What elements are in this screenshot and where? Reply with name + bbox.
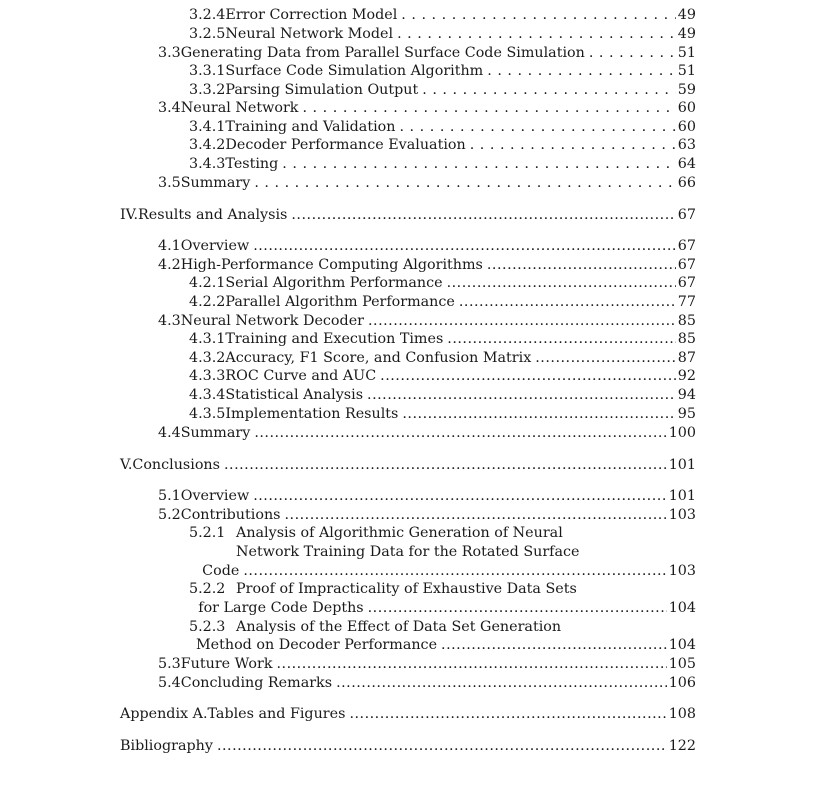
toc-entry[interactable] (189, 155, 696, 173)
toc-entry-page-number: 101 (668, 457, 696, 473)
toc-entry-number: 3.3.1 (189, 63, 226, 79)
dot-leader (422, 81, 676, 99)
toc-entry[interactable] (158, 655, 696, 673)
toc-entry-title: Code (202, 563, 240, 579)
toc-entry-number: 3.2.5 (189, 26, 226, 42)
toc-entry-page-number: 100 (668, 425, 696, 441)
toc-entry-title: Serial Algorithm Performance (225, 275, 443, 291)
toc-entry-title: Conclusions (132, 457, 220, 473)
toc-entry[interactable] (189, 25, 696, 43)
dot-leader (399, 118, 675, 136)
toc-entry-page-number: 59 (677, 82, 696, 98)
toc-entry-page-number: 85 (677, 313, 696, 329)
toc-entry-number: 5.2 (158, 507, 181, 523)
toc-entry-number: 3.4.3 (189, 156, 226, 172)
toc-entry-number: 3.3.2 (189, 82, 226, 98)
toc-entry-title: Training and Execution Times (225, 331, 444, 347)
toc-entry-title: Implementation Results (225, 406, 399, 422)
dot-leader (243, 562, 666, 580)
toc-entry[interactable] (189, 349, 696, 367)
toc-entry[interactable] (158, 99, 696, 117)
toc-entry-title: Neural Network Decoder (180, 313, 364, 329)
dot-leader (254, 174, 675, 192)
dot-leader (302, 99, 675, 117)
toc-entry-line[interactable] (189, 618, 696, 636)
dot-leader (349, 705, 666, 723)
toc-entry-number: 3.4.1 (189, 119, 226, 135)
toc-entry-number: 5.2.2 (189, 581, 226, 597)
toc-entry[interactable] (158, 487, 696, 505)
dot-leader (589, 44, 676, 62)
toc-entry[interactable] (158, 312, 696, 330)
toc-entry-number: IV. (120, 207, 139, 223)
toc-entry-title: ROC Curve and AUC (225, 368, 377, 384)
toc-entry-page-number: 104 (668, 600, 696, 616)
toc-entry-page-number: 60 (677, 100, 696, 116)
toc-entry-page-number: 108 (668, 706, 696, 722)
toc-entry-title: Neural Network Model (225, 26, 394, 42)
dot-leader (459, 293, 676, 311)
toc-entry[interactable] (189, 562, 696, 580)
toc-entry-title: Analysis of Algorithmic Generation of Neural (236, 525, 563, 541)
dot-leader (368, 599, 667, 617)
dot-leader (254, 424, 666, 442)
dot-leader (336, 674, 667, 692)
toc-entry-number: 3.4.2 (189, 137, 226, 153)
toc-entry-number: 5.4 (158, 675, 181, 691)
toc-entry-title: Accuracy, F1 Score, and Confusion Matrix (225, 350, 532, 366)
toc-entry-title: Bibliography (120, 738, 213, 754)
toc-entry-page-number: 49 (677, 7, 696, 23)
toc-entry[interactable] (189, 386, 696, 404)
toc-entry-page-number: 67 (677, 275, 696, 291)
dot-leader (367, 386, 676, 404)
toc-entry-title: Future Work (180, 656, 273, 672)
toc-entry-page-number: 51 (677, 45, 696, 61)
toc-entry-number: 4.4 (158, 425, 181, 441)
toc-entry-title: Proof of Impracticality of Exhaustive Data Sets (236, 581, 577, 597)
toc-entry-title: Tables and Figures (207, 706, 346, 722)
toc-entry[interactable] (158, 256, 696, 274)
toc-entry-number: 4.2.2 (189, 294, 226, 310)
toc-entry-page-number: 103 (668, 563, 696, 579)
toc-entry-number: Appendix A. (120, 706, 208, 722)
toc-entry[interactable] (189, 6, 696, 24)
toc-entry-title: Parallel Algorithm Performance (225, 294, 455, 310)
toc-entry-line[interactable] (189, 543, 696, 561)
toc-entry[interactable] (158, 237, 696, 255)
toc-entry-page-number: 92 (677, 368, 696, 384)
dot-leader (291, 206, 675, 224)
toc-entry-page-number: 87 (677, 350, 696, 366)
toc-entry-number: 5.2.3 (189, 619, 226, 635)
toc-entry-number: 4.3.1 (189, 331, 226, 347)
toc-entry-page-number: 60 (677, 119, 696, 135)
toc-entry-title: Statistical Analysis (225, 387, 364, 403)
toc-entry-number: 3.4 (158, 100, 181, 116)
toc-entry-page-number: 101 (668, 488, 696, 504)
toc-entry-page-number: 77 (677, 294, 696, 310)
toc-entry-page-number: 95 (677, 406, 696, 422)
toc-entry[interactable] (189, 118, 696, 136)
toc-entry[interactable] (120, 705, 696, 723)
toc-entry-title: Results and Analysis (138, 207, 288, 223)
dot-leader (441, 636, 667, 654)
toc-entry-number: V. (120, 457, 133, 473)
toc-entry-title: High-Performance Computing Algorithms (180, 257, 483, 273)
dot-leader (487, 256, 676, 274)
toc-entry[interactable] (158, 506, 696, 524)
toc-entry-title: Overview (180, 238, 250, 254)
toc-entry[interactable] (189, 405, 696, 423)
toc-entry[interactable] (189, 274, 696, 292)
toc-entry[interactable] (189, 62, 696, 80)
toc-entry[interactable] (120, 456, 696, 474)
toc-entry-page-number: 106 (668, 675, 696, 691)
toc-entry-line[interactable] (189, 524, 696, 542)
toc-entry[interactable] (189, 599, 696, 617)
toc-entry-title: Surface Code Simulation Algorithm (225, 63, 484, 79)
toc-entry-number: 3.2.4 (189, 7, 226, 23)
dot-leader (401, 6, 676, 24)
toc-entry-title: Summary (180, 425, 251, 441)
dot-leader (224, 456, 667, 474)
toc-entry[interactable] (189, 136, 696, 154)
toc-entry-title: Testing (225, 156, 279, 172)
dot-leader (470, 136, 676, 154)
dot-leader (253, 487, 667, 505)
toc-entry-title: Neural Network (180, 100, 299, 116)
dot-leader (285, 506, 667, 524)
toc-entry-page-number: 122 (668, 738, 696, 754)
toc-entry[interactable] (158, 424, 696, 442)
toc-entry-page-number: 104 (668, 637, 696, 653)
toc-entry-number: 3.3 (158, 45, 181, 61)
toc-entry-title: Analysis of the Effect of Data Set Generation (236, 619, 562, 635)
dot-leader (535, 349, 676, 367)
toc-entry[interactable] (189, 330, 696, 348)
toc-entry-page-number: 49 (677, 26, 696, 42)
dot-leader (380, 367, 676, 385)
toc-entry-number: 4.2 (158, 257, 181, 273)
toc-entry[interactable] (189, 81, 696, 99)
toc-entry-number: 4.3.2 (189, 350, 226, 366)
toc-entry-number: 5.3 (158, 656, 181, 672)
toc-entry-number: 4.1 (158, 238, 181, 254)
toc-entry[interactable] (158, 44, 696, 62)
toc-entry-title: Parsing Simulation Output (225, 82, 419, 98)
toc-entry-title: Decoder Performance Evaluation (225, 137, 466, 153)
toc-entry-title: for Large Code Depths (198, 600, 364, 616)
dot-leader (447, 330, 676, 348)
toc-entry-line[interactable] (189, 580, 696, 598)
toc-entry-title: Network Training Data for the Rotated Surface (236, 544, 580, 560)
dot-leader (487, 62, 676, 80)
toc-entry-title: Overview (180, 488, 250, 504)
toc-entry[interactable] (158, 674, 696, 692)
toc-entry[interactable] (189, 293, 696, 311)
toc-entry-title: Summary (180, 175, 251, 191)
toc-entry-number: 4.3 (158, 313, 181, 329)
toc-entry-number: 4.3.3 (189, 368, 226, 384)
toc-entry-page-number: 105 (668, 656, 696, 672)
toc-entry-number: 5.1 (158, 488, 181, 504)
toc-entry[interactable] (189, 367, 696, 385)
dot-leader (253, 237, 676, 255)
toc-entry-page-number: 64 (677, 156, 696, 172)
toc-entry-title: Error Correction Model (225, 7, 398, 23)
toc-entry-page-number: 103 (668, 507, 696, 523)
toc-entry-number: 5.2.1 (189, 525, 226, 541)
toc-entry-page-number: 67 (677, 207, 696, 223)
toc-entry[interactable] (120, 737, 696, 755)
toc-entry[interactable] (120, 206, 696, 224)
dot-leader (402, 405, 675, 423)
dot-leader (447, 274, 676, 292)
dot-leader (397, 25, 676, 43)
toc-entry-page-number: 67 (677, 238, 696, 254)
toc-entry-title: Contributions (180, 507, 281, 523)
toc-entry-page-number: 67 (677, 257, 696, 273)
toc-entry-number: 4.3.5 (189, 406, 226, 422)
toc-entry-title: Generating Data from Parallel Surface Code Simulation (180, 45, 585, 61)
toc-entry-page-number: 94 (677, 387, 696, 403)
dot-leader (368, 312, 676, 330)
toc-entry-page-number: 85 (677, 331, 696, 347)
toc-entry-page-number: 66 (677, 175, 696, 191)
toc-entry[interactable] (189, 636, 696, 654)
toc-entry-title: Concluding Remarks (180, 675, 333, 691)
toc-entry-page-number: 63 (677, 137, 696, 153)
toc-entry-title: Training and Validation (225, 119, 396, 135)
dot-leader (282, 155, 676, 173)
toc-entry-title: Method on Decoder Performance (196, 637, 438, 653)
dot-leader (277, 655, 667, 673)
dot-leader (217, 737, 667, 755)
toc-entry-page-number: 51 (677, 63, 696, 79)
toc-entry[interactable] (158, 174, 696, 192)
toc-entry-number: 4.2.1 (189, 275, 226, 291)
toc-entry-number: 3.5 (158, 175, 181, 191)
toc-entry-number: 4.3.4 (189, 387, 226, 403)
